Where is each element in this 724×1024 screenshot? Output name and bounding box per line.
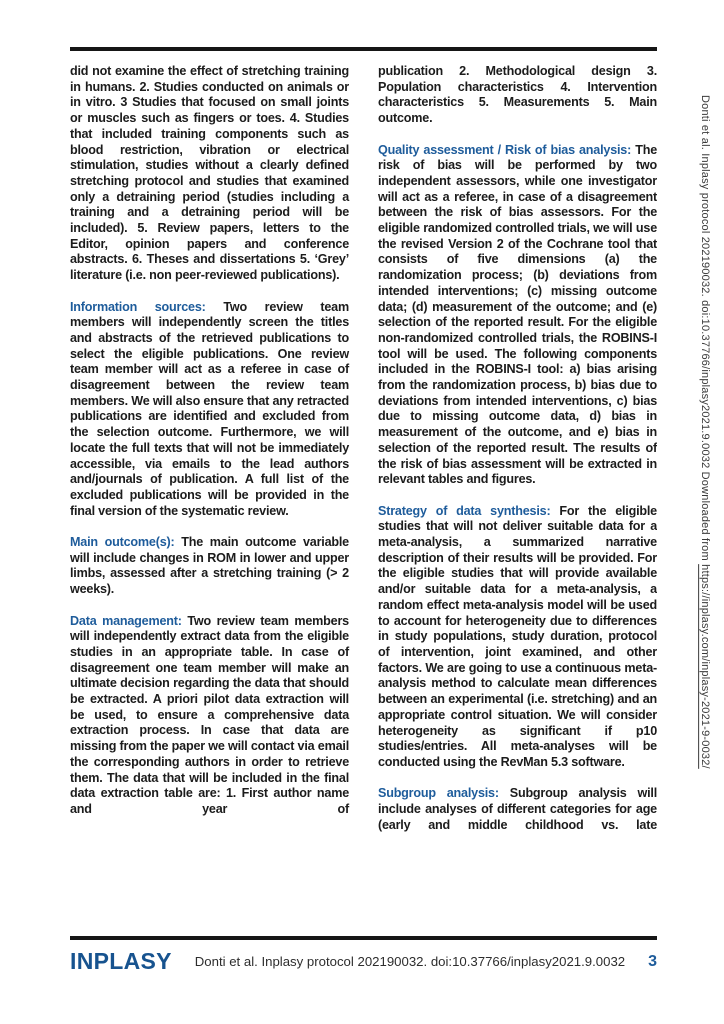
section-heading: Subgroup analysis: [378, 786, 510, 801]
paragraph-text: Subgroup analysis will include analyses of different categories for age (early and middle childhood vs. late [378, 786, 657, 832]
footer-rule [70, 936, 657, 940]
paragraph [378, 64, 657, 127]
paragraph-text: The main outcome variable will include changes in ROM in lower and upper limbs, assessed after a stretching training (> 2 weeks). [70, 535, 349, 597]
footer [70, 948, 657, 975]
paragraph [70, 535, 349, 598]
section-heading: Quality assessment / Risk of bias analysis: [378, 142, 636, 157]
section-heading: Information sources: [70, 299, 224, 314]
footer-citation: Donti et al. Inplasy protocol 202190032. doi:10.37766/inplasy2021.9.0032 [194, 954, 626, 969]
paragraph-text: The risk of bias will be performed by two independent assessors, while one investigator will act as a referee, in case of a disagreement between the risk of bias assessors. For the eligible randomized controlled trials, we will use the revised Version 2 of the Cochrane tool that consists of five dimensions (a) the randomization process; (b) deviations from intended interventions; (c) missing outcome data; (d) measurement of the outcome; and (e) selection of the reported result. For the eligible non-randomized controlled trials, the ROBINS-I tool will be used. The following components included in the ROBINS-I tool: a) bias arising from the randomization process, b) bias due to deviations from intended interventions, c) bias due to missing outcome data, d) bias in measurement of the outcome, and e) bias in selection of the reported result. The results of the risk of bias assessment will be extracted in relevant tables and figures. [378, 142, 657, 487]
paragraph [70, 64, 349, 284]
section-heading: Main outcome(s): [70, 535, 182, 550]
paragraph [70, 300, 349, 520]
paragraph-text: For the eligible studies that will not deliver suitable data for a meta-analysis, a summarized narrative description of their results will be provided. For the eligible studies that will provide available and/or suitable data for a meta-analysis, a random effect meta-analysis model will be used to account for heterogeneity due to differences in study populations, study duration, protocol of intervention, joint examined, and other factors. We are going to use a continuous meta-analysis method to calculate mean differences between an experimental (i.e. stretching) and an appropriate control situation. We will consider heterogeneity as significant if p10 studies/entries. All meta-analyses will be conducted using the RevMan 5.3 software. [378, 503, 657, 769]
paragraph [70, 614, 349, 818]
inplasy-logo: INPLASY [70, 948, 172, 974]
sidebar-citation-text: Donti et al. Inplasy protocol 202190032. doi:10.37766/inplasy2021.9.0032 Downloaded from [699, 95, 711, 565]
paragraph-text: Two review team members will independently screen the titles and abstracts of the retrieved publications to select the eligible publications. One review team member will act as a referee in case of disagreement between the review team members. We will also ensure that any retracted publications are identified and excluded from the selection outcome. Furthermore, we will locate the full texts that will not be immediately accessible, via emails to the lead authors and/journals of publication. A full list of the excluded publications will be provided in the final version of the systematic review. [70, 299, 349, 518]
paragraph-text: publication 2. Methodological design 3. Population characteristics 4. Intervention characteristics 5. Measurements 5. Main outcome. [378, 64, 657, 126]
section-heading: Strategy of data synthesis: [378, 503, 560, 518]
paragraph-text: Two review team members will independently extract data from the eligible studies in an appropriate table. In case of disagreement one team member will make an ultimate decision regarding the data that should be extracted. A priori pilot data extraction will be used, to ensure a comprehensive data extraction process. In case that data are missing from the paper we will contact via email the corresponding authors in order to retrieve them. The data that will be included in the final data extraction table are: 1. First author name and year of [70, 613, 349, 816]
paragraph [378, 786, 657, 833]
section-heading: Data management: [70, 613, 188, 628]
left-column [70, 64, 349, 934]
paragraph [378, 504, 657, 771]
paragraph-text: did not examine the effect of stretching training in humans. 2. Studies conducted on animals or in vitro. 3 Studies that focused on small joints or muscles such as fingers or toes. 4. Studies that included training components such as blood restriction, vibration or electrical stimulation, studies without a clearly defined stretching protocol and studies that examined only a detraining period (studies including a training and a detraining period will be included). 5. Review papers, letters to the Editor, opinion papers and conference abstracts. 6. Theses and dissertations 5. ‘Grey’ literature (i.e. non peer-reviewed publications). [70, 64, 349, 283]
paragraph [378, 143, 657, 488]
page-number: 3 [648, 952, 657, 970]
sidebar-citation [699, 95, 711, 895]
article-body [70, 64, 657, 934]
sidebar-link[interactable]: https://inplasy.com/inplasy-2021-9-0032/ [699, 564, 711, 769]
top-rule [70, 47, 657, 51]
right-column [378, 64, 657, 934]
